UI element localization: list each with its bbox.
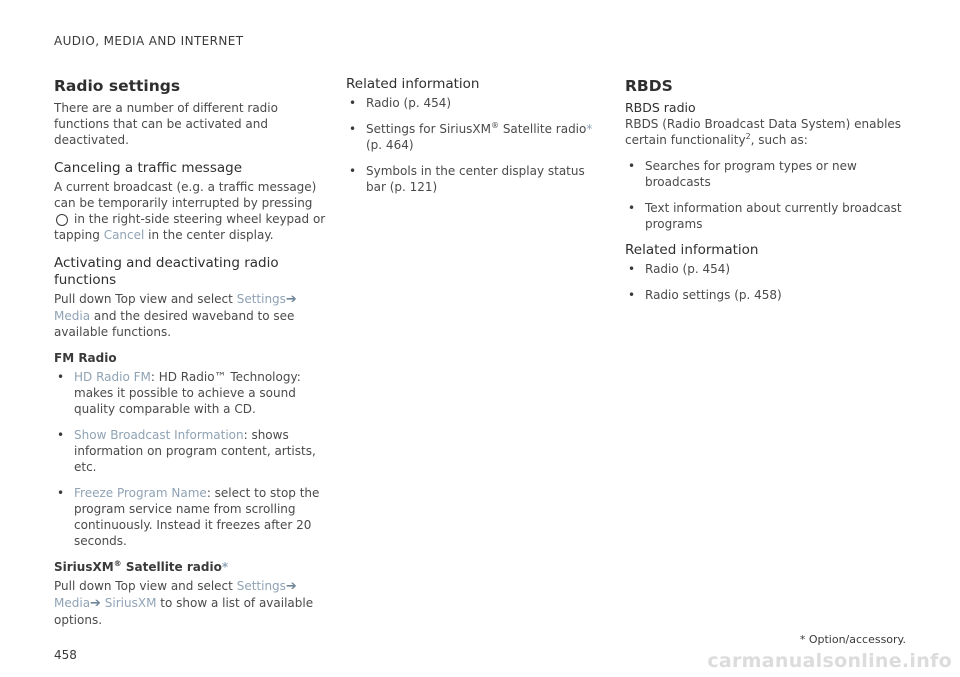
arrow-right-icon: ➔ <box>90 596 101 611</box>
bullet-icon: • <box>57 486 65 500</box>
list-item <box>625 158 915 190</box>
broadcast-info-text: : shows information on program content, artists, etc. <box>74 428 316 474</box>
rbds-feature: Searches for program types or new broadcasts <box>645 159 857 189</box>
intro-text: There are a number of different radio functions that can be activated and deactivated. <box>54 101 278 147</box>
hd-radio-label: HD Radio FM <box>74 370 151 384</box>
rbds-feature: Text information about currently broadcast programs <box>645 201 902 231</box>
option-star: * <box>221 560 229 574</box>
rbds-title: RBDS <box>625 77 673 95</box>
bullet-icon: • <box>628 201 636 215</box>
activate-heading: Activating and deactivating radio functions <box>54 255 279 288</box>
siriusxm-paragraph <box>54 578 326 628</box>
list-item <box>54 485 326 549</box>
siriusxm-heading <box>54 559 326 575</box>
rbds-related-list <box>625 261 915 303</box>
arrow-right-icon: ➔ <box>285 292 297 307</box>
list-item <box>346 163 608 195</box>
related-link-text: Settings for SiriusXM <box>366 122 491 136</box>
rbds-related-heading: Related information <box>625 242 759 258</box>
watermark: carmanualsonline.info <box>707 650 952 672</box>
rbds-text-a: RBDS (Radio Broadcast Data System) enables certain functionality <box>625 117 902 147</box>
siriusxm-label: SiriusXM <box>104 596 157 610</box>
steering-wheel-button-icon <box>56 214 68 226</box>
running-header: AUDIO, MEDIA AND INTERNET <box>54 34 244 48</box>
page-number: 458 <box>54 648 77 662</box>
registered-mark: ® <box>113 559 122 568</box>
rbds-subheading: RBDS radio <box>625 100 696 115</box>
traffic-text-b: in the right-side steering wheel keypad or tapping <box>54 212 326 242</box>
siriusxm-heading-text: SiriusXM <box>54 560 114 574</box>
traffic-text-c: in the center display. <box>148 228 274 242</box>
related-link-page: (p. 464) <box>366 138 414 152</box>
column-rbds <box>625 76 915 313</box>
cancel-label: Cancel <box>103 228 145 242</box>
activate-text-a: Pull down Top view and select <box>54 292 233 306</box>
list-item <box>346 95 608 111</box>
related-link-siriusxm[interactable] <box>366 122 592 152</box>
related-link-radio-settings[interactable]: Radio settings (p. 458) <box>645 288 782 302</box>
related-link-radio[interactable]: Radio (p. 454) <box>645 262 731 276</box>
activate-paragraph <box>54 291 326 340</box>
option-star: * <box>586 122 593 136</box>
settings-label: Settings <box>236 579 286 593</box>
page-title: Radio settings <box>54 77 181 95</box>
related-link-radio[interactable]: Radio (p. 454) <box>366 96 452 110</box>
rbds-feature-list <box>625 158 915 232</box>
traffic-text-a: A current broadcast (e.g. a traffic message) can be temporarily interrupted by pressing <box>54 180 317 210</box>
traffic-paragraph <box>54 179 326 243</box>
rbds-paragraph <box>625 116 915 148</box>
siriusxm-heading-rest: Satellite radio <box>121 560 222 574</box>
bullet-icon: • <box>349 96 357 110</box>
bullet-icon: • <box>628 159 636 173</box>
hd-radio-text: : HD Radio™ Technology: makes it possible to achieve a sound quality comparable with a CD. <box>74 370 301 416</box>
bullet-icon: • <box>57 370 65 384</box>
list-item <box>625 200 915 232</box>
column-radio-settings <box>54 76 326 628</box>
list-item <box>625 261 915 277</box>
bullet-icon: • <box>349 122 357 136</box>
bullet-icon: • <box>349 164 357 178</box>
rbds-text-b: , such as: <box>750 133 808 147</box>
freeze-name-label: Freeze Program Name <box>74 486 207 500</box>
freeze-name-text: : select to stop the program service name from scrolling continuously. Instead it freezes after 20 seconds. <box>74 486 320 548</box>
list-item <box>54 369 326 417</box>
media-label: Media <box>54 309 91 323</box>
siriusxm-text-b: to show a list of available options. <box>54 596 314 627</box>
bullet-icon: • <box>628 288 636 302</box>
footnote: * Option/accessory. <box>799 633 906 646</box>
list-item <box>346 121 608 153</box>
related-heading: Related information <box>346 76 480 92</box>
column-related-information <box>346 76 608 205</box>
related-link-text: Satellite radio <box>499 122 587 136</box>
siriusxm-text-a: Pull down Top view and select <box>54 579 233 593</box>
registered-mark: ® <box>491 121 499 130</box>
activate-text-b: and the desired waveband to see available functions. <box>54 309 295 339</box>
footnote-ref: 2 <box>745 132 751 141</box>
broadcast-info-label: Show Broadcast Information <box>74 428 244 442</box>
fm-function-list <box>54 369 326 549</box>
media-label: Media <box>54 596 91 610</box>
list-item <box>54 427 326 475</box>
related-list <box>346 95 608 195</box>
traffic-heading: Canceling a traffic message <box>54 160 243 176</box>
settings-label: Settings <box>236 292 286 306</box>
arrow-right-icon: ➔ <box>285 579 297 594</box>
bullet-icon: • <box>628 262 636 276</box>
fm-radio-heading: FM Radio <box>54 351 117 365</box>
list-item <box>625 287 915 303</box>
related-link-symbols[interactable]: Symbols in the center display status bar (p. 121) <box>366 164 585 194</box>
bullet-icon: • <box>57 428 65 442</box>
